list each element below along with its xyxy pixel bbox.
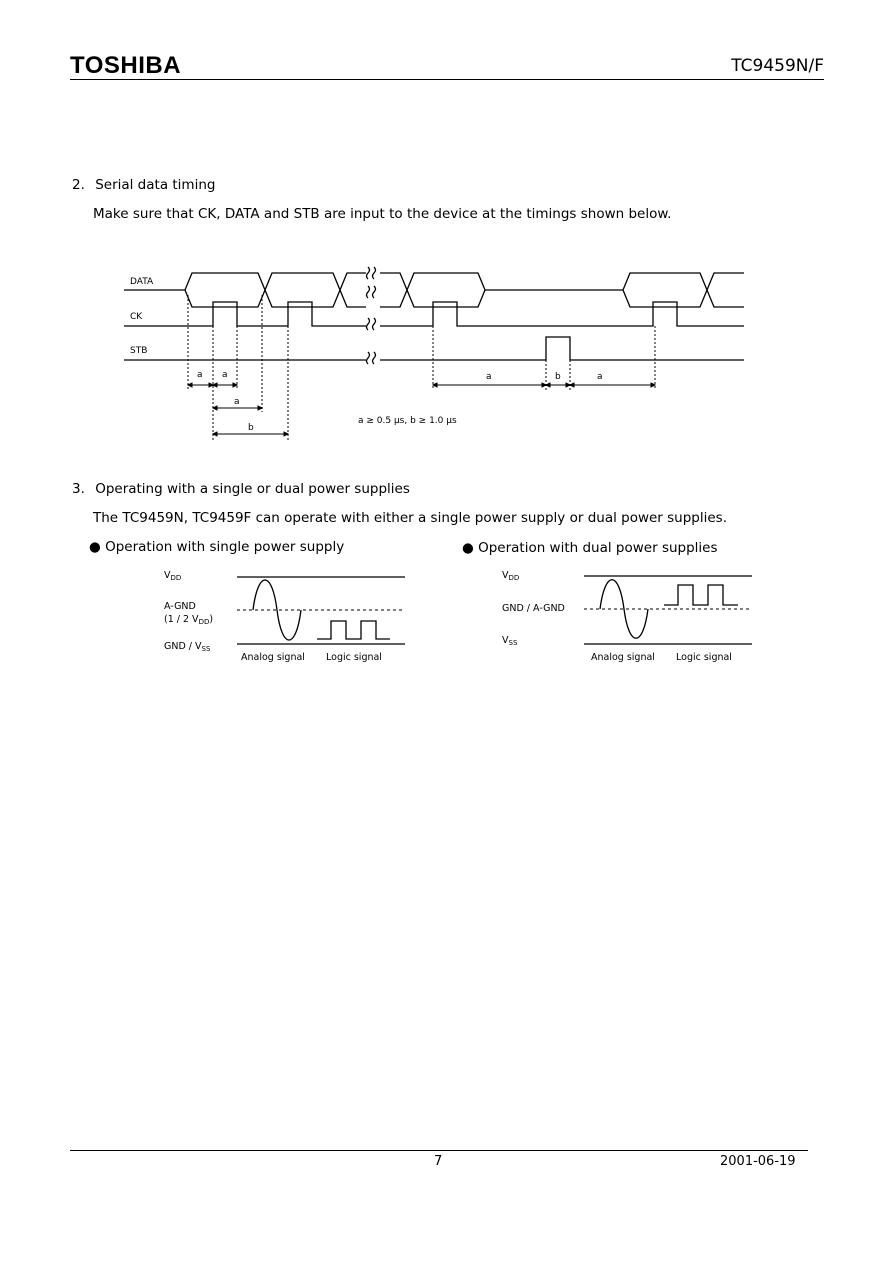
single-gnd-vss-label: GND / $V_{SS}$	[164, 641, 211, 653]
footer-rule	[70, 1150, 808, 1151]
dual-vss-label: $V_{SS}$	[502, 635, 518, 647]
single-supply-heading: ● Operation with single power supply	[89, 539, 345, 555]
bullet-icon: ●	[462, 540, 474, 556]
stb-signal-label: STB	[130, 346, 148, 356]
section-2-text: Make sure that CK, DATA and STB are input to the device at the timings shown below.	[93, 206, 672, 222]
bullet-icon: ●	[89, 539, 101, 555]
section-2-title: Serial data timing	[95, 177, 216, 193]
brand-logo: TOSHIBA	[70, 52, 182, 79]
dual-vdd-label: $V_{DD}$	[502, 570, 520, 582]
dual-logic-signal-label: Logic signal	[676, 652, 732, 663]
section-2-number: 2.	[72, 177, 85, 193]
dual-gnd-agnd-label: GND / A-GND	[502, 603, 565, 614]
single-vdd-label: $V_{DD}$	[164, 570, 182, 582]
dual-analog-signal-label: Analog signal	[591, 652, 655, 663]
section-3-title: Operating with a single or dual power supplies	[95, 481, 410, 497]
page-number: 7	[434, 1154, 443, 1169]
dual-supply-diagram	[584, 576, 752, 644]
dim-a-5: a	[597, 372, 603, 382]
single-analog-signal-label: Analog signal	[241, 652, 305, 663]
single-logic-signal-label: Logic signal	[326, 652, 382, 663]
dim-b-2: b	[555, 372, 561, 382]
dim-a-2: a	[222, 370, 228, 380]
dim-a-3: a	[234, 397, 240, 407]
single-supply-diagram	[237, 577, 405, 644]
dim-a-1: a	[197, 370, 203, 380]
part-number: TC9459N/F	[731, 56, 824, 76]
dim-a-4: a	[486, 372, 492, 382]
dim-b-1: b	[248, 423, 254, 433]
dual-supply-heading: ● Operation with dual power supplies	[462, 540, 718, 556]
section-3-text: The TC9459N, TC9459F can operate with either a single power supply or dual power supplies.	[93, 510, 728, 526]
single-agnd-label: A-GND	[164, 601, 196, 612]
section-3-number: 3.	[72, 481, 85, 497]
document-date: 2001-06-19	[720, 1154, 796, 1169]
ck-signal-label: CK	[130, 312, 143, 322]
single-agnd-half-label: (1 / 2 $V_{DD}$)	[164, 614, 214, 626]
data-signal-label: DATA	[130, 277, 154, 287]
timing-note: a ≥ 0.5 μs, b ≥ 1.0 μs	[358, 416, 457, 426]
